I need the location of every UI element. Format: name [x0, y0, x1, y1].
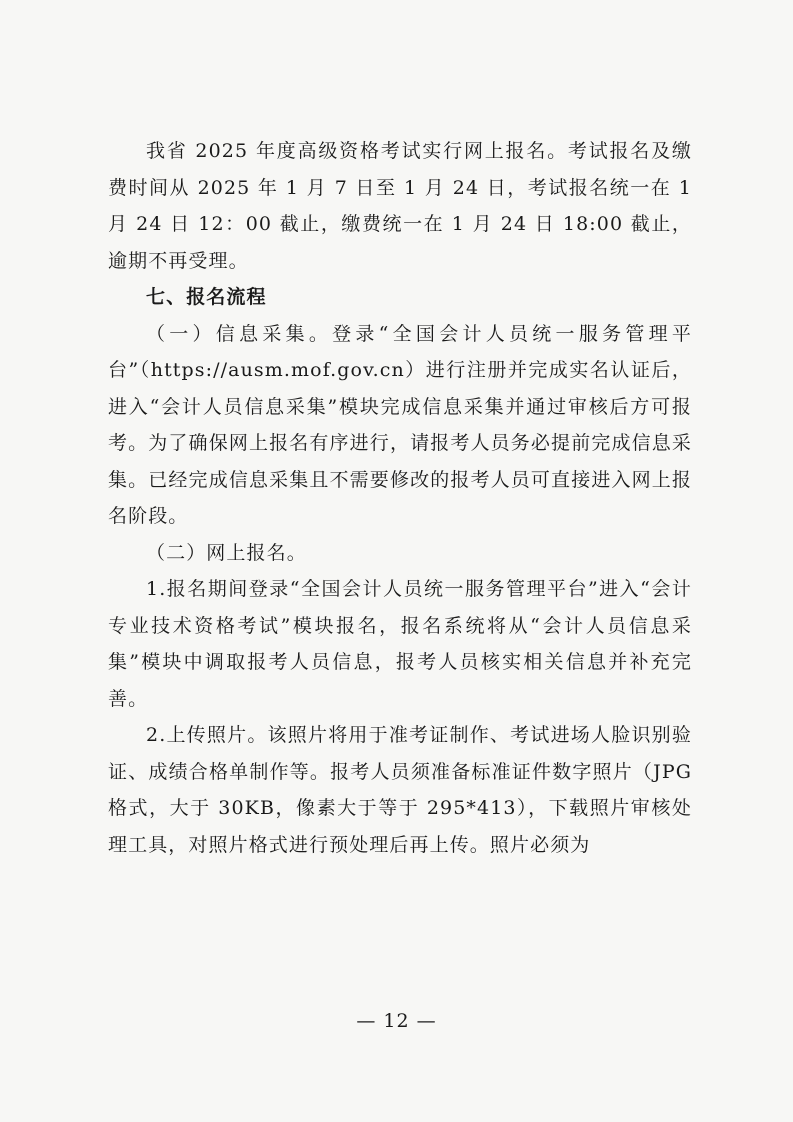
section-heading-registration-process: 七、报名流程: [146, 286, 267, 308]
page-number: — 12 —: [356, 1010, 437, 1032]
paragraph-platform-login: 1.报名期间登录“全国会计人员统一服务管理平台”进入“会计专业技术资格考试”模块报名，报名系统将从“会计人员信息采集”模块中调取报考人员信息，报考人员核实相关信息并补充完善。: [108, 578, 692, 710]
paragraph-registration-time: 我省 2025 年度高级资格考试实行网上报名。考试报名及缴费时间从 2025 年 1 月 7 日至 1 月 24 日，考试报名统一在 1 月 24 日 12：00 截止，缴费统一在 1 月 24 日 18:00 截止，逾期不再受理。: [108, 140, 692, 272]
paragraph-photo-upload: 2.上传照片。该照片将用于准考证制作、考试进场人脸识别验证、成绩合格单制作等。报考人员须准备标准证件数字照片（JPG 格式，大于 30KB，像素大于等于 295*413），下载照片审核处理工具，对照片格式进行预处理后再上传。照片必须为: [108, 724, 692, 856]
document-body: [108, 133, 692, 863]
subheading-online-registration: （二）网上报名。: [146, 541, 307, 564]
paragraph-information-collection: （一）信息采集。登录“全国会计人员统一服务管理平台”（https://ausm.mof.gov.cn）进行注册并完成实名认证后，进入“会计人员信息采集”模块完成信息采集并通过审核后方可报考。为了确保网上报名有序进行，请报考人员务必提前完成信息采集。已经完成信息采集且不需要修改的报考人员可直接进入网上报名阶段。: [108, 322, 692, 527]
